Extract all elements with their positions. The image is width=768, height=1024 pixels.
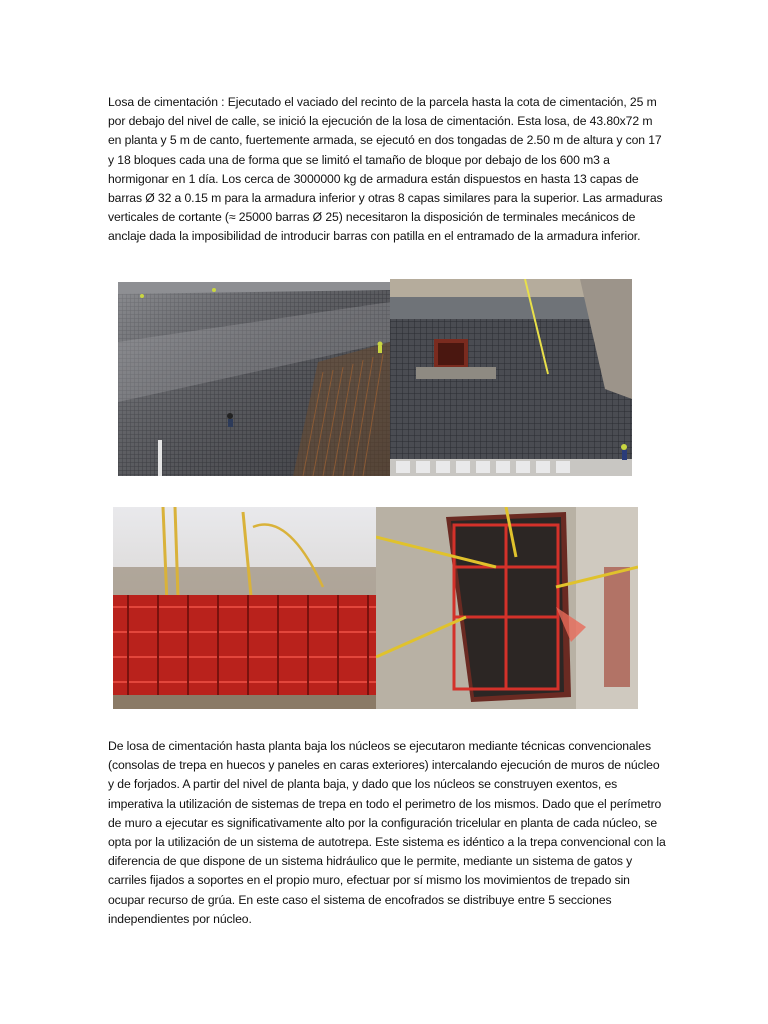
photo-aerial-core-formwork — [376, 507, 638, 709]
paragraph-foundation-slab: Losa de cimentación : Ejecutado el vaciado del recinto de la parcela hasta la cota de cimentación, 25 m por debajo del nivel de calle, se inició la ejecución de la losa de cimentación. Esta losa, de 43.80x72 m en planta y 5 m de canto, fuertemente armada, se ejecutó en dos tongadas de 2.50 m de altura y con 17 y 18 bloques cada una de forma que se limitó el tamaño de bloque por debajo de los 600 m3 a hormigonar en 1 día. Los cerca de 3000000 kg de armadura están dispuestos en hasta 13 capas de barras Ø 32 a 0.15 m para la armadura inferior y otras 8 capas similares para la superior. Las armaduras verticales de cortante (≈ 25000 barras Ø 25) necesitaron la disposición de terminales mecánicos de anclaje dada la imposibilidad de introducir barras con patilla en el entramado de la armadura inferior. — [108, 95, 663, 244]
photo-excavation-pit-rebar — [390, 279, 632, 476]
photo-red-climbing-formwork-crane — [113, 507, 376, 709]
paragraph-climbing-formwork: De losa de cimentación hasta planta baja los núcleos se ejecutaron mediante técnicas convencionales (consolas de trepa en huecos y paneles en caras exteriores) intercalando ejecución de muros de núcleo y de forjados. A partir del nivel de planta baja, y dado que los núcleos se construyen exentos, es imperativa la utilización de sistemas de trepa en todo el perimetro de los mismos. Dado que el perímetro de muro a ejecutar es significativamente alto por la configuración tricelular en planta de cada núcleo, se opta por la utilización de un sistema de autotrepa. Este sistema es idéntico a la trepa convencional con la diferencia de que dispone de un sistema hidráulico que le permite, mediante un sistema de gatos y carriles fijados a soportes en el propio muro, efectuar por sí mismo los movimientos de trepado sin ocupar recurso de grúa. En este caso el sistema de encofrados se distribuye entre 5 secciones independientes por núcleo. — [108, 739, 666, 926]
photo-rebar-mat-workers — [118, 282, 390, 476]
